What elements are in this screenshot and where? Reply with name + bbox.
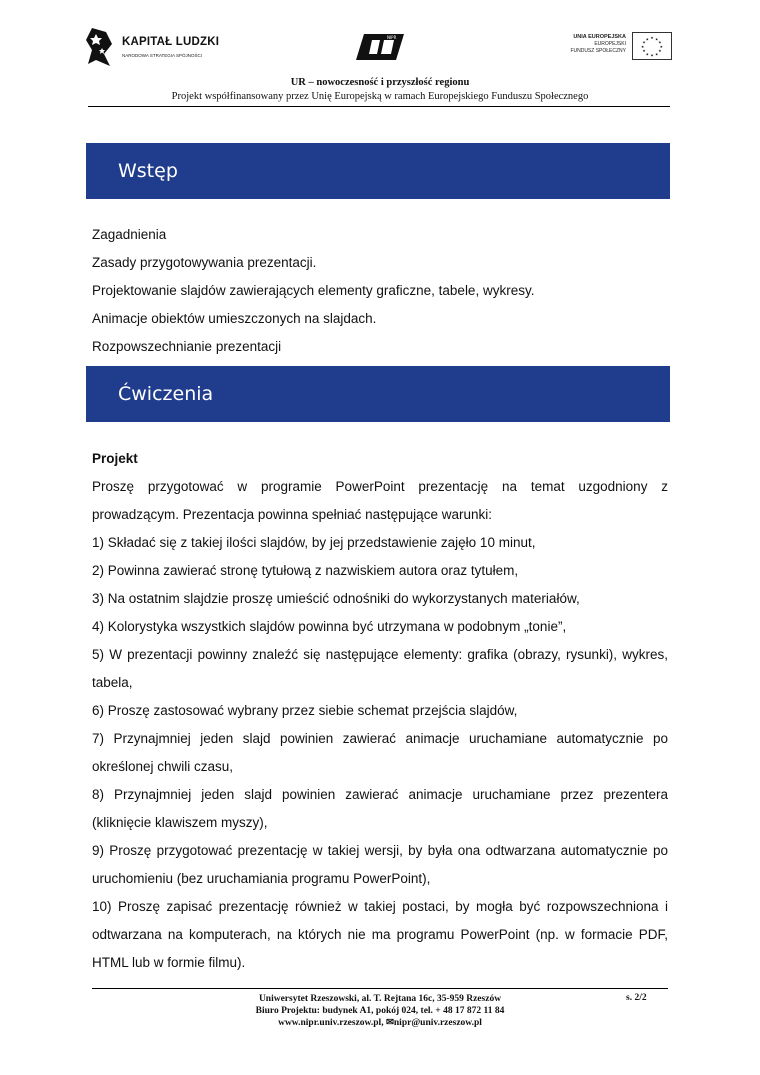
topic-item: Animacje obiektów umieszczonych na slajdach. [92,311,377,326]
svg-text:★: ★ [658,40,662,45]
exercise-heading: Projekt [92,451,138,466]
eu-logo [552,32,672,64]
footer-line1: Uniwersytet Rzeszowski, al. T. Rejtana 16c, 35-959 Rzeszów [258,994,502,1004]
eu-flag-icon [632,32,672,60]
section-banner-cwiczenia [86,366,670,422]
header-title: UR – nowoczesność i przyszłość regionu [290,77,470,88]
header-divider [88,106,670,107]
svg-text:★: ★ [658,49,662,54]
eu-line1: UNIA EUROPEJSKA [573,34,626,40]
topic-item: Zasady przygotowywania prezentacji. [92,255,317,270]
header-logos [86,26,672,70]
requirement-item: 4) Kolorystyka wszystkich slajdów powinna być utrzymana w podobnym „tonie”, [92,619,567,634]
svg-text:★: ★ [641,44,645,49]
svg-text:★: ★ [659,44,663,49]
svg-text:★: ★ [645,52,650,57]
requirement-item: 2) Powinna zawierać stronę tytułową z nazwiskiem autora oraz tytułem, [92,563,519,578]
topic-item: Projektowanie slajdów zawierających elementy graficzne, tabele, wykresy. [92,283,535,298]
nipr-emblem-icon [354,32,406,62]
header-subtitle: Projekt współfinansowany przez Unię Europejską w ramach Europejskiego Funduszu Społecznego [171,91,589,102]
nipr-logo [354,32,406,62]
exercise-intro: Proszę przygotować w programie PowerPoint prezentację na temat uzgodniony z prowadzącym. Prezentacja powinna spełniać następujące warunki: [92,479,668,522]
eu-line3: FUNDUSZ SPOŁECZNY [570,48,626,54]
topic-item: Zagadnienia [92,227,167,242]
section-banner-wstep [86,143,670,199]
requirement-item: 3) Na ostatnim slajdzie proszę umieścić odnośniki do wykorzystanych materiałów, [92,591,580,606]
svg-text:★: ★ [654,37,659,42]
svg-text:★: ★ [650,36,654,41]
eu-logo-text [570,34,626,55]
footer-line3: www.nipr.univ.rzeszow.pl, ✉nipr@univ.rzeszow.pl [278,1018,482,1028]
section-title: Ćwiczenia [118,383,214,405]
topics-list [92,221,668,361]
eu-line2: EUROPEJSKI [594,41,626,47]
kapital-ludzki-subtitle: NARODOWA STRATEGIA SPÓJNOŚCI [122,53,203,58]
requirement-item: 8) Przynajmniej jeden slajd powinien zawierać animacje uruchamiane przez prezentera (kliknięcie klawiszem myszy), [92,787,668,830]
svg-text:★: ★ [645,37,650,42]
requirement-item: 7) Przynajmniej jeden slajd powinien zawierać animacje uruchamiane automatycznie po określonej chwili czasu, [92,731,668,774]
footer-line2: Biuro Projektu: budynek A1, pokój 024, tel. + 48 17 872 11 84 [255,1006,505,1016]
requirement-item: 6) Proszę zastosować wybrany przez siebie schemat przejścia slajdów, [92,703,518,718]
requirement-item: 1) Składać się z takiej ilości slajdów, by jej przedstawienie zajęło 10 minut, [92,535,536,550]
svg-text:★: ★ [650,53,654,58]
kapital-ludzki-name: KAPITAŁ LUDZKI [122,36,220,48]
svg-text:★: ★ [642,49,646,54]
kapital-ludzki-logo [86,26,236,70]
exercise-body [92,445,668,977]
section-title: Wstęp [118,160,178,182]
requirement-item: 5) W prezentacji powinny znaleźć się następujące elementy: grafika (obrazy, rysunki), wykres, tabela, [92,647,668,690]
page-number: s. 2/2 [626,993,647,1003]
requirement-item: 9) Proszę przygotować prezentację w takiej wersji, by była ona odtwarzana automatycznie po uruchomieniu (bez uruchamiania programu PowerPoint), [92,843,668,886]
footer-divider [92,988,668,989]
nipr-logo-text: NIPR [387,35,397,40]
svg-text:★: ★ [654,52,659,57]
topic-item: Rozpowszechnianie prezentacji [92,339,282,354]
svg-text:★: ★ [642,40,646,45]
requirement-item: 10) Proszę zapisać prezentację również w takiej postaci, by mogła być rozpowszechniona i odtwarzana na komputerach, na których nie ma programu PowerPoint (np. w formacie PDF, HTML lub w formie filmu). [92,899,668,970]
kapital-ludzki-emblem-icon [86,26,118,68]
